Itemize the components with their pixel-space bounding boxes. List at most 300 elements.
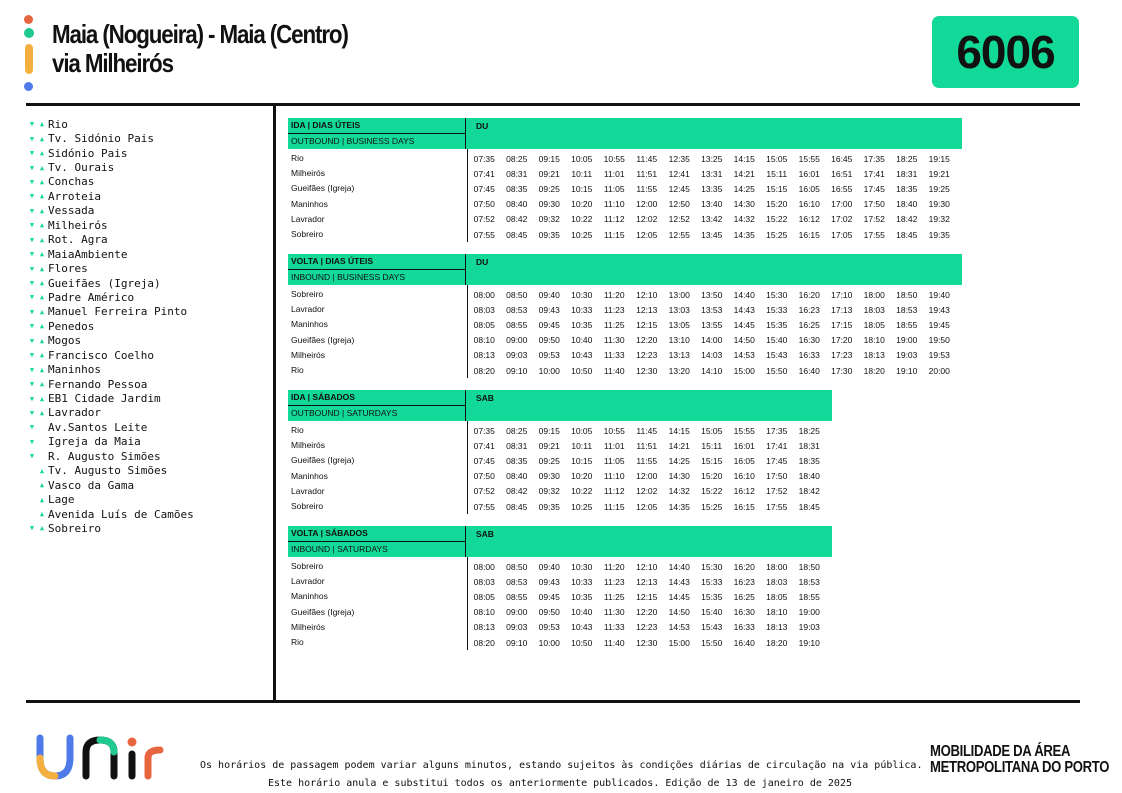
table-row bbox=[288, 227, 962, 242]
table-row bbox=[288, 363, 962, 378]
row-stop-name: Lavrador bbox=[288, 574, 468, 589]
time-cell: 14:25 bbox=[668, 455, 690, 466]
time-cell: 11:40 bbox=[603, 637, 625, 648]
direction-up-icon: ▲ bbox=[39, 351, 45, 360]
stop-name: Tv. Sidónio Pais bbox=[48, 132, 154, 146]
time-cell: 17:55 bbox=[766, 501, 788, 512]
time-cell: 17:30 bbox=[831, 365, 853, 376]
table-row bbox=[288, 197, 962, 212]
row-stop-name: Milheirós bbox=[288, 166, 468, 181]
row-stop-name: Gueifães (Igreja) bbox=[288, 605, 468, 620]
time-cell: 16:55 bbox=[831, 183, 853, 194]
time-cell: 19:10 bbox=[896, 365, 918, 376]
time-cell: 07:45 bbox=[473, 455, 495, 466]
time-cell: 13:10 bbox=[668, 335, 690, 346]
time-cell: 14:50 bbox=[668, 607, 690, 618]
timetable-subtitle: INBOUND | BUSINESS DAYS bbox=[291, 272, 405, 282]
direction-down-icon: ▼ bbox=[29, 134, 35, 143]
direction-up-icon: ▲ bbox=[39, 221, 45, 230]
time-cell: 16:30 bbox=[798, 335, 820, 346]
time-cell: 11:10 bbox=[603, 199, 625, 210]
time-cell: 11:51 bbox=[636, 168, 658, 179]
timetable-subtitle: OUTBOUND | SATURDAYS bbox=[291, 408, 398, 418]
time-cell: 16:12 bbox=[798, 214, 820, 225]
time-cell: 18:10 bbox=[766, 607, 788, 618]
table-row bbox=[288, 181, 962, 196]
direction-up-icon: ▲ bbox=[39, 394, 45, 403]
time-cell: 09:21 bbox=[538, 168, 560, 179]
time-cell: 15:35 bbox=[766, 319, 788, 330]
time-cell: 08:50 bbox=[506, 561, 528, 572]
time-cell: 19:25 bbox=[928, 183, 950, 194]
time-cell: 08:42 bbox=[506, 214, 528, 225]
stop-name: Sidónio Pais bbox=[48, 146, 128, 160]
time-cell: 13:55 bbox=[701, 319, 723, 330]
time-cell: 18:42 bbox=[896, 214, 918, 225]
time-cell: 18:05 bbox=[863, 319, 885, 330]
time-cell: 17:15 bbox=[831, 319, 853, 330]
time-cell: 10:25 bbox=[571, 501, 593, 512]
time-cell: 11:55 bbox=[636, 183, 658, 194]
stop-item bbox=[27, 464, 194, 478]
top-divider bbox=[26, 103, 1080, 106]
direction-down-icon: ▼ bbox=[29, 221, 35, 230]
direction-down-icon: ▼ bbox=[29, 264, 35, 273]
direction-down-icon: ▼ bbox=[29, 307, 35, 316]
time-cell: 13:42 bbox=[701, 214, 723, 225]
time-cell: 16:01 bbox=[733, 440, 755, 451]
time-cell: 18:55 bbox=[896, 319, 918, 330]
timetable-label bbox=[288, 390, 466, 421]
title-line-1: Maia (Nogueira) - Maia (Centro) bbox=[52, 19, 348, 49]
stop-item bbox=[27, 420, 194, 434]
time-cell: 11:23 bbox=[603, 576, 625, 587]
time-cell: 08:53 bbox=[506, 304, 528, 315]
time-cell: 16:25 bbox=[798, 319, 820, 330]
stop-name: Vasco da Gama bbox=[48, 478, 135, 492]
time-cell: 09:15 bbox=[538, 153, 560, 164]
time-cell: 13:05 bbox=[668, 319, 690, 330]
column-divider bbox=[273, 104, 276, 702]
time-cell: 15:30 bbox=[701, 561, 723, 572]
time-cell: 12:52 bbox=[668, 214, 690, 225]
time-cell: 18:03 bbox=[863, 304, 885, 315]
time-cell: 17:50 bbox=[766, 471, 788, 482]
time-cell: 08:45 bbox=[506, 229, 528, 240]
time-cell: 18:45 bbox=[798, 501, 820, 512]
time-cell: 19:53 bbox=[928, 350, 950, 361]
time-cell: 11:45 bbox=[636, 153, 658, 164]
stop-name: Rio bbox=[48, 117, 68, 131]
table-row bbox=[288, 212, 962, 227]
direction-down-icon: ▼ bbox=[29, 336, 35, 345]
stop-name: Tv. Augusto Simões bbox=[48, 464, 168, 478]
time-cell: 08:40 bbox=[506, 199, 528, 210]
row-stop-name: Milheirós bbox=[288, 348, 468, 363]
direction-up-icon: ▲ bbox=[39, 264, 45, 273]
timetable bbox=[288, 526, 832, 650]
day-code: SAB bbox=[476, 529, 494, 539]
direction-up-icon: ▲ bbox=[39, 322, 45, 331]
time-cell: 13:50 bbox=[701, 289, 723, 300]
row-stop-name: Sobreiro bbox=[288, 287, 468, 302]
time-cell: 18:13 bbox=[863, 350, 885, 361]
time-cell: 11:33 bbox=[603, 622, 625, 633]
brand-dots-logo bbox=[24, 15, 36, 93]
time-cell: 11:20 bbox=[603, 289, 625, 300]
timetable bbox=[288, 118, 962, 242]
time-cell: 19:00 bbox=[896, 335, 918, 346]
brand-dot-green bbox=[24, 28, 34, 38]
time-cell: 14:30 bbox=[668, 471, 690, 482]
time-cell: 10:35 bbox=[571, 591, 593, 602]
stop-name: Arroteia bbox=[48, 189, 101, 203]
time-cell: 12:30 bbox=[636, 365, 658, 376]
time-cell: 15:00 bbox=[668, 637, 690, 648]
time-cell: 12:50 bbox=[668, 199, 690, 210]
time-cell: 09:53 bbox=[538, 350, 560, 361]
time-cell: 17:00 bbox=[831, 199, 853, 210]
time-cell: 08:20 bbox=[473, 365, 495, 376]
stop-item bbox=[27, 247, 194, 261]
time-cell: 10:33 bbox=[571, 576, 593, 587]
time-cell: 11:20 bbox=[603, 561, 625, 572]
time-cell: 17:35 bbox=[863, 153, 885, 164]
time-cell: 10:40 bbox=[571, 335, 593, 346]
time-cell: 15:05 bbox=[766, 153, 788, 164]
time-cell: 15:20 bbox=[766, 199, 788, 210]
time-cell: 15:33 bbox=[766, 304, 788, 315]
time-cell: 15:25 bbox=[766, 229, 788, 240]
time-cell: 11:05 bbox=[603, 455, 625, 466]
time-cell: 16:20 bbox=[798, 289, 820, 300]
direction-down-icon: ▼ bbox=[29, 235, 35, 244]
row-stop-name: Rio bbox=[288, 423, 468, 438]
time-cell: 12:13 bbox=[636, 576, 658, 587]
time-cell: 18:35 bbox=[896, 183, 918, 194]
time-cell: 09:30 bbox=[538, 471, 560, 482]
time-cell: 14:43 bbox=[668, 576, 690, 587]
direction-down-icon: ▼ bbox=[29, 437, 35, 446]
time-cell: 08:35 bbox=[506, 455, 528, 466]
time-cell: 17:02 bbox=[831, 214, 853, 225]
time-cell: 18:50 bbox=[896, 289, 918, 300]
direction-up-icon: ▲ bbox=[39, 380, 45, 389]
time-cell: 12:20 bbox=[636, 335, 658, 346]
time-cell: 12:15 bbox=[636, 319, 658, 330]
time-cell: 12:05 bbox=[636, 501, 658, 512]
time-cell: 13:53 bbox=[701, 304, 723, 315]
time-cell: 11:12 bbox=[603, 214, 625, 225]
time-cell: 15:55 bbox=[798, 153, 820, 164]
row-stop-name: Sobreiro bbox=[288, 499, 468, 514]
table-row bbox=[288, 620, 832, 635]
time-cell: 08:25 bbox=[506, 425, 528, 436]
time-cell: 16:10 bbox=[733, 471, 755, 482]
time-cell: 07:45 bbox=[473, 183, 495, 194]
time-cell: 12:45 bbox=[668, 183, 690, 194]
time-cell: 10:20 bbox=[571, 199, 593, 210]
time-cell: 16:05 bbox=[798, 183, 820, 194]
time-cell: 08:03 bbox=[473, 304, 495, 315]
time-cell: 08:55 bbox=[506, 319, 528, 330]
time-cell: 10:35 bbox=[571, 319, 593, 330]
time-cell: 08:35 bbox=[506, 183, 528, 194]
direction-up-icon: ▲ bbox=[39, 336, 45, 345]
timetable bbox=[288, 254, 962, 378]
time-cell: 12:20 bbox=[636, 607, 658, 618]
time-cell: 11:30 bbox=[603, 335, 625, 346]
time-cell: 12:41 bbox=[668, 168, 690, 179]
time-cell: 11:33 bbox=[603, 350, 625, 361]
stop-item bbox=[27, 131, 194, 145]
direction-up-icon: ▲ bbox=[39, 408, 45, 417]
direction-down-icon: ▼ bbox=[29, 149, 35, 158]
stop-name: Mogos bbox=[48, 334, 82, 348]
time-cell: 16:15 bbox=[733, 501, 755, 512]
time-cell: 08:10 bbox=[473, 607, 495, 618]
time-cell: 07:52 bbox=[473, 486, 495, 497]
time-cell: 19:32 bbox=[928, 214, 950, 225]
timetable-subtitle: INBOUND | SATURDAYS bbox=[291, 544, 388, 554]
time-cell: 17:20 bbox=[831, 335, 853, 346]
time-cell: 08:25 bbox=[506, 153, 528, 164]
direction-up-icon: ▲ bbox=[39, 120, 45, 129]
time-cell: 09:03 bbox=[506, 350, 528, 361]
stop-name: Flores bbox=[48, 262, 88, 276]
row-stop-name: Maninhos bbox=[288, 197, 468, 212]
direction-down-icon: ▼ bbox=[29, 206, 35, 215]
stop-name: R. Augusto Simões bbox=[48, 449, 161, 463]
table-row bbox=[288, 287, 962, 302]
direction-down-icon: ▼ bbox=[29, 452, 35, 461]
time-cell: 11:05 bbox=[603, 183, 625, 194]
page-title bbox=[52, 20, 348, 78]
stop-item bbox=[27, 377, 194, 391]
time-cell: 18:40 bbox=[896, 199, 918, 210]
time-cell: 09:50 bbox=[538, 607, 560, 618]
stop-name: Maninhos bbox=[48, 363, 101, 377]
timetable-title: VOLTA | SÁBADOS bbox=[288, 526, 465, 542]
stop-name: Igreja da Maia bbox=[48, 435, 141, 449]
stop-name: Av.Santos Leite bbox=[48, 420, 148, 434]
table-row bbox=[288, 348, 962, 363]
timetable-header bbox=[288, 118, 962, 149]
time-cell: 10:33 bbox=[571, 304, 593, 315]
time-cell: 10:55 bbox=[603, 425, 625, 436]
time-cell: 14:32 bbox=[733, 214, 755, 225]
time-cell: 18:13 bbox=[766, 622, 788, 633]
time-cell: 15:22 bbox=[701, 486, 723, 497]
time-cell: 15:20 bbox=[701, 471, 723, 482]
direction-down-icon: ▼ bbox=[29, 394, 35, 403]
time-cell: 18:00 bbox=[863, 289, 885, 300]
time-cell: 16:30 bbox=[733, 607, 755, 618]
time-cell: 19:30 bbox=[928, 199, 950, 210]
time-cell: 09:21 bbox=[538, 440, 560, 451]
direction-up-icon: ▲ bbox=[39, 510, 45, 519]
stop-item bbox=[27, 362, 194, 376]
time-cell: 19:10 bbox=[798, 637, 820, 648]
time-cell: 09:15 bbox=[538, 425, 560, 436]
time-cell: 11:25 bbox=[603, 319, 625, 330]
timetable-header bbox=[288, 526, 832, 557]
direction-down-icon: ▼ bbox=[29, 293, 35, 302]
direction-up-icon: ▲ bbox=[39, 307, 45, 316]
stop-item bbox=[27, 319, 194, 333]
time-cell: 15:22 bbox=[766, 214, 788, 225]
stop-item bbox=[27, 218, 194, 232]
timetable bbox=[288, 390, 832, 514]
time-cell: 19:15 bbox=[928, 153, 950, 164]
time-cell: 17:13 bbox=[831, 304, 853, 315]
time-cell: 16:15 bbox=[798, 229, 820, 240]
time-cell: 07:50 bbox=[473, 199, 495, 210]
time-cell: 10:22 bbox=[571, 486, 593, 497]
time-cell: 12:00 bbox=[636, 199, 658, 210]
time-cell: 10:43 bbox=[571, 622, 593, 633]
time-cell: 15:55 bbox=[733, 425, 755, 436]
time-cell: 11:15 bbox=[603, 501, 625, 512]
time-cell: 13:31 bbox=[701, 168, 723, 179]
time-cell: 16:40 bbox=[733, 637, 755, 648]
time-cell: 10:15 bbox=[571, 183, 593, 194]
timetable-label bbox=[288, 118, 466, 149]
time-cell: 08:00 bbox=[473, 561, 495, 572]
row-stop-name: Maninhos bbox=[288, 469, 468, 484]
time-cell: 07:41 bbox=[473, 440, 495, 451]
day-code: DU bbox=[476, 121, 489, 131]
time-cell: 17:23 bbox=[831, 350, 853, 361]
time-cell: 10:50 bbox=[571, 637, 593, 648]
time-cell: 09:32 bbox=[538, 214, 560, 225]
table-row bbox=[288, 589, 832, 604]
brand-dot-red bbox=[24, 15, 33, 24]
time-cell: 13:45 bbox=[701, 229, 723, 240]
time-cell: 08:53 bbox=[506, 576, 528, 587]
time-cell: 15:11 bbox=[766, 168, 788, 179]
direction-down-icon: ▼ bbox=[29, 423, 35, 432]
time-cell: 16:01 bbox=[798, 168, 820, 179]
time-cell: 16:25 bbox=[733, 591, 755, 602]
time-cell: 15:00 bbox=[733, 365, 755, 376]
time-cell: 16:45 bbox=[831, 153, 853, 164]
row-stop-name: Lavrador bbox=[288, 484, 468, 499]
time-cell: 17:52 bbox=[766, 486, 788, 497]
row-stop-name: Maninhos bbox=[288, 317, 468, 332]
time-cell: 08:13 bbox=[473, 622, 495, 633]
time-cell: 14:40 bbox=[668, 561, 690, 572]
time-cell: 14:50 bbox=[733, 335, 755, 346]
time-cell: 16:20 bbox=[733, 561, 755, 572]
stop-item bbox=[27, 348, 194, 362]
row-stop-name: Milheirós bbox=[288, 620, 468, 635]
time-cell: 18:53 bbox=[798, 576, 820, 587]
amp-logo-line-1: MOBILIDADE DA ÁREA bbox=[930, 743, 1071, 760]
time-cell: 12:23 bbox=[636, 350, 658, 361]
time-cell: 18:00 bbox=[766, 561, 788, 572]
time-cell: 14:32 bbox=[668, 486, 690, 497]
time-cell: 10:40 bbox=[571, 607, 593, 618]
time-cell: 07:35 bbox=[473, 153, 495, 164]
time-cell: 14:53 bbox=[668, 622, 690, 633]
table-row bbox=[288, 302, 962, 317]
timetable-title: VOLTA | DIAS ÚTEIS bbox=[288, 254, 465, 270]
time-cell: 14:43 bbox=[733, 304, 755, 315]
direction-down-icon: ▼ bbox=[29, 351, 35, 360]
stop-name: Fernando Pessoa bbox=[48, 377, 148, 391]
time-cell: 12:00 bbox=[636, 471, 658, 482]
time-cell: 19:43 bbox=[928, 304, 950, 315]
time-cell: 12:10 bbox=[636, 289, 658, 300]
time-cell: 18:20 bbox=[863, 365, 885, 376]
time-cell: 15:40 bbox=[766, 335, 788, 346]
time-cell: 16:33 bbox=[798, 350, 820, 361]
time-cell: 17:45 bbox=[766, 455, 788, 466]
time-cell: 14:35 bbox=[733, 229, 755, 240]
row-stop-name: Maninhos bbox=[288, 589, 468, 604]
time-cell: 14:25 bbox=[733, 183, 755, 194]
table-row bbox=[288, 559, 832, 574]
time-cell: 09:25 bbox=[538, 183, 560, 194]
time-cell: 08:00 bbox=[473, 289, 495, 300]
time-cell: 11:40 bbox=[603, 365, 625, 376]
row-stop-name: Gueifães (Igreja) bbox=[288, 181, 468, 196]
day-code: DU bbox=[476, 257, 489, 267]
stop-item bbox=[27, 449, 194, 463]
time-cell: 08:50 bbox=[506, 289, 528, 300]
time-cell: 16:23 bbox=[798, 304, 820, 315]
time-cell: 17:45 bbox=[863, 183, 885, 194]
time-cell: 09:35 bbox=[538, 229, 560, 240]
time-cell: 19:45 bbox=[928, 319, 950, 330]
time-cell: 14:45 bbox=[733, 319, 755, 330]
time-cell: 18:55 bbox=[798, 591, 820, 602]
time-cell: 09:45 bbox=[538, 591, 560, 602]
time-cell: 14:45 bbox=[668, 591, 690, 602]
direction-up-icon: ▲ bbox=[39, 177, 45, 186]
time-cell: 12:10 bbox=[636, 561, 658, 572]
time-cell: 13:00 bbox=[668, 289, 690, 300]
stop-item bbox=[27, 204, 194, 218]
stop-name: Conchas bbox=[48, 175, 95, 189]
time-cell: 10:43 bbox=[571, 350, 593, 361]
stop-name: Rot. Agra bbox=[48, 233, 108, 247]
stop-name: Avenida Luís de Camões bbox=[48, 507, 194, 521]
stop-item bbox=[27, 233, 194, 247]
time-cell: 08:31 bbox=[506, 168, 528, 179]
time-cell: 12:55 bbox=[668, 229, 690, 240]
time-cell: 08:40 bbox=[506, 471, 528, 482]
table-row bbox=[288, 635, 832, 650]
time-cell: 14:21 bbox=[668, 440, 690, 451]
stop-name: Milheirós bbox=[48, 218, 108, 232]
stop-item bbox=[27, 189, 194, 203]
time-cell: 11:51 bbox=[636, 440, 658, 451]
direction-down-icon: ▼ bbox=[29, 250, 35, 259]
time-cell: 09:10 bbox=[506, 365, 528, 376]
time-cell: 07:50 bbox=[473, 471, 495, 482]
footer-note-1: Os horários de passagem podem variar alguns minutos, estando sujeitos às condições diárias de circulação na via pública. bbox=[200, 760, 923, 771]
time-cell: 14:30 bbox=[733, 199, 755, 210]
time-cell: 19:21 bbox=[928, 168, 950, 179]
direction-down-icon: ▼ bbox=[29, 322, 35, 331]
time-cell: 18:20 bbox=[766, 637, 788, 648]
time-cell: 17:41 bbox=[766, 440, 788, 451]
time-cell: 15:35 bbox=[701, 591, 723, 602]
amp-logo bbox=[930, 744, 1109, 776]
time-cell: 16:10 bbox=[798, 199, 820, 210]
